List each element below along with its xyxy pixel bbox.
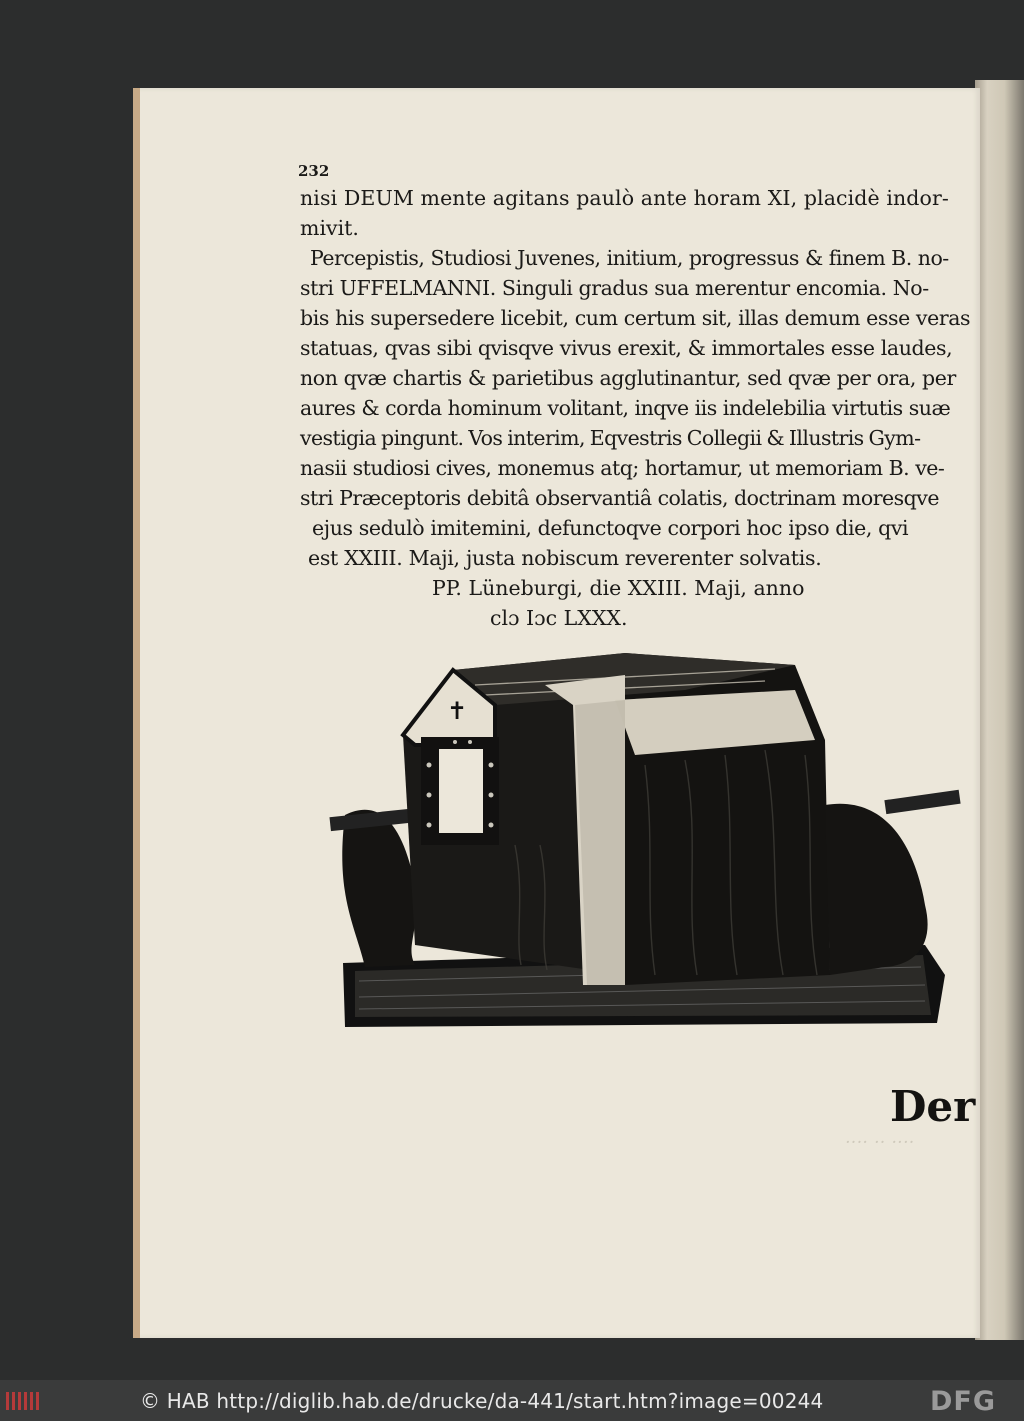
text-line: non qvæ chartis & parietibus agglutinantur, sed qvæ per ora, per	[300, 366, 956, 390]
text-line: Percepistis, Studiosi Juvenes, initium, progressus & finem B. no-	[310, 246, 949, 270]
book-page: ‥‥ ‥ ‥‥	[133, 88, 980, 1338]
footer-bar	[0, 1380, 1024, 1421]
svg-text:✝: ✝	[447, 697, 468, 725]
copyright-link[interactable]: © HAB http://diglib.hab.de/drucke/da-441/start.htm?image=00244	[140, 1389, 824, 1413]
adjacent-page-edge	[975, 80, 1024, 1340]
text-line: vestigia pingunt. Vos interim, Eqvestris Collegii & Illustris Gym-	[300, 426, 921, 450]
text-line: est XXIII. Maji, justa nobiscum reverenter solvatis.	[308, 546, 822, 570]
dfg-logo: DFG	[930, 1386, 997, 1417]
text-line: stri UFFELMANNI. Singuli gradus sua merentur encomia. No-	[300, 276, 929, 300]
text-line: clɔ Iɔc LXXX.	[490, 606, 628, 630]
text-line: ejus sedulò imitemini, defunctoqve corpori hoc ipso die, qvi	[312, 516, 909, 540]
coffin-woodcut-icon	[325, 645, 965, 1030]
text-line: nasii studiosi cives, monemus atq; hortamur, ut memoriam B. ve-	[300, 456, 945, 480]
text-line: statuas, qvas sibi qvisqve vivus erexit, & immortales esse laudes,	[300, 336, 953, 360]
text-line: PP. Lüneburgi, die XXIII. Maji, anno	[432, 576, 805, 600]
text-line: stri Præceptoris debitâ observantiâ colatis, doctrinam moresqve	[300, 486, 940, 510]
text-line: nisi DEUM mente agitans paulò ante horam XI, placidè indor-	[300, 186, 949, 210]
catchword: Der	[890, 1082, 976, 1131]
library-logo-icon	[6, 1390, 46, 1412]
page-number: 232	[298, 162, 330, 180]
text-line: bis his supersedere licebit, cum certum sit, illas demum esse veras	[300, 306, 971, 330]
text-line: mivit.	[300, 216, 359, 240]
text-line: aures & corda hominum volitant, inqve iis indelebilia virtutis suæ	[300, 396, 951, 420]
